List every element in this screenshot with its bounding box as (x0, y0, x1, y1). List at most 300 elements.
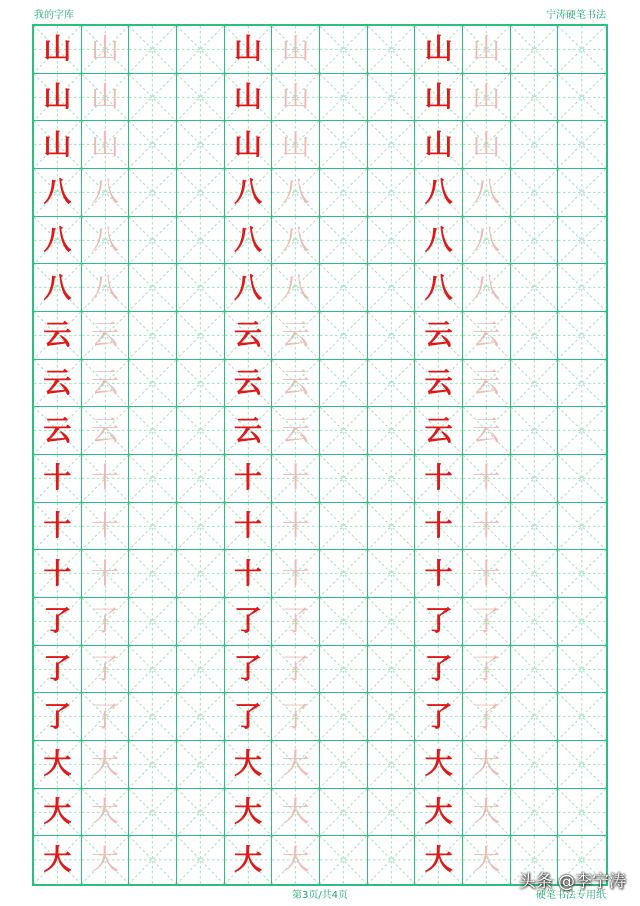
grid-cell (320, 121, 368, 169)
grid-cell (463, 550, 511, 598)
grid-cell (34, 789, 82, 837)
trace-character: 了 (90, 604, 119, 638)
mi-grid-guide (368, 789, 415, 836)
mi-grid-guide (177, 169, 224, 216)
mi-grid-guide (320, 741, 367, 788)
model-character: 十 (233, 508, 262, 542)
grid-cell (368, 550, 416, 598)
grid-cell (511, 312, 559, 360)
grid-cell (463, 264, 511, 312)
mi-grid-guide (129, 741, 176, 788)
grid-cell (129, 836, 177, 884)
mi-grid-guide (177, 407, 224, 454)
grid-cell (82, 312, 130, 360)
grid-cell (129, 217, 177, 265)
trace-character: 山 (90, 127, 119, 161)
mi-grid-guide (511, 503, 558, 550)
mi-grid-guide (320, 598, 367, 645)
grid-cell (368, 836, 416, 884)
model-character: 八 (43, 175, 72, 209)
model-character: 了 (43, 699, 72, 733)
trace-character: 十 (472, 556, 501, 590)
grid-cell (558, 217, 606, 265)
grid-cell (558, 503, 606, 551)
grid-cell (320, 169, 368, 217)
trace-character: 山 (90, 79, 119, 113)
mi-grid-guide (558, 169, 606, 216)
grid-cell (415, 169, 463, 217)
mi-grid-guide (558, 74, 606, 121)
grid-cell (511, 74, 559, 122)
grid-cell (368, 360, 416, 408)
grid-cell (368, 121, 416, 169)
grid-cell (415, 217, 463, 265)
model-character: 十 (424, 461, 453, 495)
grid-cell (511, 121, 559, 169)
mi-grid-guide (511, 646, 558, 693)
grid-cell (272, 121, 320, 169)
grid-cell (129, 264, 177, 312)
grid-cell (272, 169, 320, 217)
grid-cell (463, 503, 511, 551)
model-character: 八 (233, 175, 262, 209)
grid-cell (82, 693, 130, 741)
grid-cell (34, 455, 82, 503)
grid-cell (415, 455, 463, 503)
mi-grid-guide (320, 407, 367, 454)
grid-cell (415, 836, 463, 884)
mi-grid-guide (558, 693, 606, 740)
trace-character: 了 (472, 604, 501, 638)
mi-grid-guide (368, 407, 415, 454)
grid-cell (129, 74, 177, 122)
mi-grid-guide (177, 121, 224, 168)
grid-cell (463, 121, 511, 169)
grid-cell (272, 836, 320, 884)
grid-cell (225, 503, 273, 551)
trace-character: 大 (281, 747, 310, 781)
trace-character: 了 (281, 699, 310, 733)
grid-cell (82, 598, 130, 646)
grid-cell (558, 741, 606, 789)
model-character: 八 (43, 270, 72, 304)
grid-cell (34, 264, 82, 312)
mi-grid-guide (129, 550, 176, 597)
trace-character: 了 (472, 699, 501, 733)
model-character: 十 (43, 461, 72, 495)
header-title-left: 我的字库 (34, 10, 74, 21)
grid-cell (34, 360, 82, 408)
trace-character: 大 (281, 794, 310, 828)
model-character: 了 (424, 651, 453, 685)
mi-grid-guide (177, 550, 224, 597)
grid-cell (34, 503, 82, 551)
grid-cell (320, 407, 368, 455)
grid-cell (177, 26, 225, 74)
mi-grid-guide (558, 264, 606, 311)
grid-cell (225, 264, 273, 312)
trace-character: 十 (281, 461, 310, 495)
grid-cell (177, 789, 225, 837)
grid-cell (558, 550, 606, 598)
grid-cell (558, 693, 606, 741)
trace-character: 十 (281, 508, 310, 542)
grid-cell (177, 836, 225, 884)
model-character: 大 (233, 843, 262, 877)
trace-character: 十 (472, 508, 501, 542)
mi-grid-guide (129, 26, 176, 73)
trace-character: 十 (90, 508, 119, 542)
model-character: 山 (424, 79, 453, 113)
mi-grid-guide (558, 789, 606, 836)
grid-cell (511, 407, 559, 455)
trace-character: 八 (281, 222, 310, 256)
grid-cell (320, 789, 368, 837)
mi-grid-guide (320, 217, 367, 264)
grid-cell (225, 836, 273, 884)
model-character: 了 (233, 651, 262, 685)
mi-grid-guide (368, 455, 415, 502)
mi-grid-guide (368, 169, 415, 216)
model-character: 大 (424, 843, 453, 877)
mi-grid-guide (129, 360, 176, 407)
mi-grid-guide (511, 74, 558, 121)
grid-cell (34, 74, 82, 122)
mi-grid-guide (129, 789, 176, 836)
grid-cell (368, 503, 416, 551)
grid-cell (177, 503, 225, 551)
grid-cell (225, 598, 273, 646)
grid-cell (272, 217, 320, 265)
grid-cell (129, 312, 177, 360)
grid-cell (558, 264, 606, 312)
grid-cell (320, 264, 368, 312)
mi-grid-guide (320, 693, 367, 740)
grid-cell (463, 693, 511, 741)
grid-cell (463, 312, 511, 360)
grid-cell (225, 455, 273, 503)
mi-grid-guide (368, 550, 415, 597)
grid-cell (177, 121, 225, 169)
grid-cell (511, 169, 559, 217)
grid-cell (415, 503, 463, 551)
mi-grid-guide (368, 121, 415, 168)
mi-grid-guide (320, 550, 367, 597)
model-character: 了 (233, 699, 262, 733)
grid-cell (511, 503, 559, 551)
grid-cell (415, 74, 463, 122)
grid-cell (177, 455, 225, 503)
mi-grid-guide (368, 836, 415, 884)
trace-character: 云 (281, 318, 310, 352)
trace-character: 山 (472, 79, 501, 113)
model-character: 云 (43, 413, 72, 447)
grid-cell (177, 169, 225, 217)
mi-grid-guide (368, 503, 415, 550)
mi-grid-guide (320, 646, 367, 693)
grid-cell (368, 407, 416, 455)
grid-cell (129, 550, 177, 598)
model-character: 了 (43, 651, 72, 685)
grid-cell (177, 550, 225, 598)
grid-cell (368, 26, 416, 74)
mi-grid-guide (368, 741, 415, 788)
grid-cell (34, 550, 82, 598)
model-character: 山 (43, 79, 72, 113)
trace-character: 云 (281, 365, 310, 399)
mi-grid-guide (129, 407, 176, 454)
watermark: 头条 @李宁涛 (518, 872, 626, 892)
grid-cell (82, 121, 130, 169)
grid-cell (129, 121, 177, 169)
grid-cell (82, 264, 130, 312)
mi-grid-guide (511, 407, 558, 454)
grid-cell (225, 693, 273, 741)
trace-character: 云 (472, 413, 501, 447)
grid-cell (225, 407, 273, 455)
model-character: 十 (43, 556, 72, 590)
grid-cell (82, 169, 130, 217)
grid-cell (82, 360, 130, 408)
grid-cell (82, 217, 130, 265)
grid-cell (272, 74, 320, 122)
model-character: 十 (424, 556, 453, 590)
mi-grid-guide (368, 26, 415, 73)
grid-cell (225, 360, 273, 408)
mi-grid-guide (511, 455, 558, 502)
grid-cell (511, 789, 559, 837)
model-character: 八 (424, 222, 453, 256)
model-character: 山 (233, 127, 262, 161)
mi-grid-guide (320, 360, 367, 407)
grid-cell (368, 74, 416, 122)
grid-cell (272, 789, 320, 837)
grid-cell (34, 217, 82, 265)
grid-cell (177, 360, 225, 408)
grid-cell (272, 693, 320, 741)
mi-grid-guide (511, 217, 558, 264)
grid-cell (368, 312, 416, 360)
grid-cell (272, 312, 320, 360)
model-character: 大 (43, 843, 72, 877)
grid-cell (511, 741, 559, 789)
grid-cell (558, 455, 606, 503)
grid-cell (415, 264, 463, 312)
model-character: 大 (233, 747, 262, 781)
model-character: 云 (43, 365, 72, 399)
model-character: 大 (43, 794, 72, 828)
model-character: 云 (233, 318, 262, 352)
mi-grid-guide (511, 598, 558, 645)
mi-grid-guide (558, 121, 606, 168)
grid-cell (177, 74, 225, 122)
model-character: 云 (233, 365, 262, 399)
model-character: 八 (43, 222, 72, 256)
model-character: 了 (233, 604, 262, 638)
grid-cell (320, 741, 368, 789)
grid-cell (129, 169, 177, 217)
model-character: 大 (424, 747, 453, 781)
grid-cell (463, 646, 511, 694)
grid-cell (272, 646, 320, 694)
grid-cell (34, 121, 82, 169)
trace-character: 八 (90, 270, 119, 304)
grid-cell (129, 407, 177, 455)
grid-cell (177, 217, 225, 265)
grid-cell (558, 26, 606, 74)
trace-character: 云 (472, 318, 501, 352)
grid-cell (225, 312, 273, 360)
grid-cell (225, 741, 273, 789)
trace-character: 大 (472, 843, 501, 877)
grid-cell (320, 503, 368, 551)
grid-cell (320, 598, 368, 646)
paper-label: 硬笔书法专用纸 (536, 890, 606, 901)
grid-cell (177, 741, 225, 789)
grid-cell (511, 217, 559, 265)
grid-cell (558, 789, 606, 837)
grid-cell (415, 598, 463, 646)
grid-cell (272, 550, 320, 598)
trace-character: 山 (281, 32, 310, 66)
grid-cell (177, 646, 225, 694)
grid-cell (558, 360, 606, 408)
grid-cell (511, 646, 559, 694)
mi-grid-guide (320, 455, 367, 502)
trace-character: 八 (472, 175, 501, 209)
mi-grid-guide (558, 646, 606, 693)
grid-cell (558, 407, 606, 455)
trace-character: 十 (90, 461, 119, 495)
grid-cell (272, 26, 320, 74)
mi-grid-guide (511, 312, 558, 359)
mi-grid-guide (177, 312, 224, 359)
grid-cell (34, 312, 82, 360)
mi-grid-guide (558, 407, 606, 454)
grid-cell (463, 74, 511, 122)
mi-grid-guide (129, 455, 176, 502)
mi-grid-guide (558, 550, 606, 597)
grid-cell (129, 789, 177, 837)
mi-grid-guide (368, 646, 415, 693)
mi-grid-guide (129, 693, 176, 740)
grid-cell (463, 598, 511, 646)
mi-grid-guide (129, 836, 176, 884)
trace-character: 十 (281, 556, 310, 590)
grid-cell (320, 26, 368, 74)
header-title-right: 宁涛硬笔书法 (546, 10, 606, 21)
model-character: 山 (43, 127, 72, 161)
mi-grid-guide (177, 217, 224, 264)
mi-grid-guide (368, 264, 415, 311)
grid-cell (82, 550, 130, 598)
trace-character: 大 (281, 843, 310, 877)
grid-cell (368, 598, 416, 646)
grid-cell (368, 646, 416, 694)
grid-cell (225, 121, 273, 169)
grid-cell (272, 407, 320, 455)
model-character: 山 (43, 32, 72, 66)
grid-cell (34, 693, 82, 741)
trace-character: 云 (472, 365, 501, 399)
mi-grid-guide (129, 646, 176, 693)
trace-character: 大 (472, 794, 501, 828)
grid-cell (82, 789, 130, 837)
grid-cell (511, 26, 559, 74)
mi-grid-guide (177, 455, 224, 502)
mi-grid-guide (511, 264, 558, 311)
mi-grid-guide (511, 121, 558, 168)
trace-character: 十 (472, 461, 501, 495)
grid-cell (463, 455, 511, 503)
model-character: 云 (424, 318, 453, 352)
grid-cell (415, 789, 463, 837)
grid-cell (320, 217, 368, 265)
mi-grid-guide (558, 360, 606, 407)
grid-cell (511, 598, 559, 646)
mi-grid-guide (511, 789, 558, 836)
grid-cell (463, 360, 511, 408)
grid-cell (129, 693, 177, 741)
model-character: 十 (43, 508, 72, 542)
model-character: 大 (424, 794, 453, 828)
grid-cell (177, 598, 225, 646)
grid-cell (177, 264, 225, 312)
mi-grid-guide (129, 264, 176, 311)
trace-character: 八 (472, 270, 501, 304)
grid-cell (225, 550, 273, 598)
grid-cell (415, 741, 463, 789)
grid-cell (320, 836, 368, 884)
trace-character: 八 (90, 175, 119, 209)
grid-cell (177, 312, 225, 360)
mi-grid-guide (320, 503, 367, 550)
grid-cell (415, 26, 463, 74)
mi-grid-guide (129, 74, 176, 121)
grid-cell (558, 598, 606, 646)
mi-grid-guide (368, 74, 415, 121)
grid-cell (82, 503, 130, 551)
mi-grid-guide (511, 550, 558, 597)
grid-cell (272, 503, 320, 551)
grid-cell (320, 74, 368, 122)
mi-grid-guide (558, 217, 606, 264)
grid-cell (368, 217, 416, 265)
grid-cell (463, 26, 511, 74)
grid-cell (463, 789, 511, 837)
grid-cell (177, 407, 225, 455)
model-character: 大 (233, 794, 262, 828)
trace-character: 了 (281, 604, 310, 638)
mi-grid-guide (368, 360, 415, 407)
grid-cell (272, 264, 320, 312)
grid-cell (415, 121, 463, 169)
grid-cell (415, 693, 463, 741)
grid-cell (225, 26, 273, 74)
model-character: 了 (424, 604, 453, 638)
model-character: 云 (233, 413, 262, 447)
model-character: 八 (233, 270, 262, 304)
grid-cell (511, 455, 559, 503)
trace-character: 八 (281, 175, 310, 209)
grid-cell (415, 646, 463, 694)
mi-grid-guide (177, 26, 224, 73)
grid-cell (225, 74, 273, 122)
trace-character: 云 (90, 365, 119, 399)
grid-cell (511, 360, 559, 408)
grid-cell (82, 741, 130, 789)
mi-grid-guide (320, 74, 367, 121)
